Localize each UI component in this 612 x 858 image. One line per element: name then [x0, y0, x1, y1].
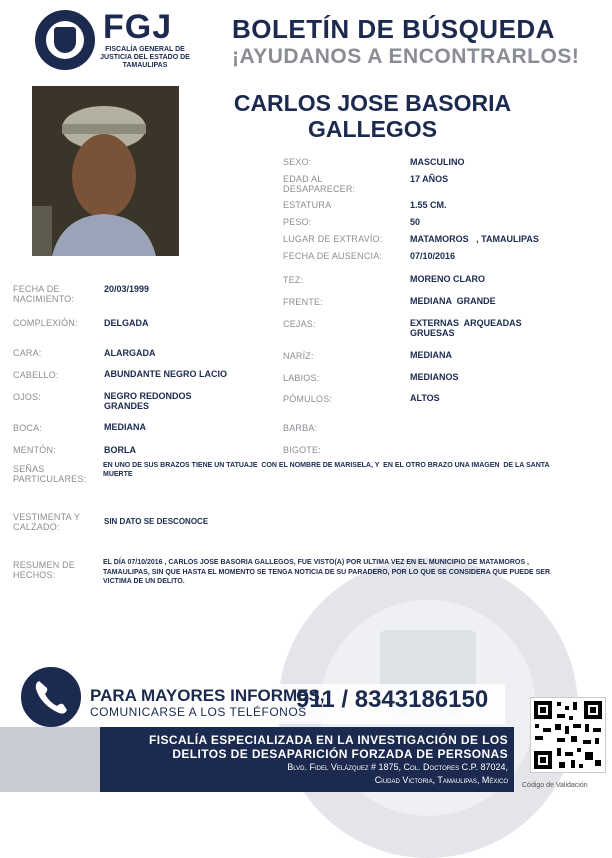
label-edad: EDAD AL DESAPARECER: — [283, 174, 356, 194]
label-fecha-ausencia: FECHA DE AUSENCIA: — [283, 251, 383, 261]
phone-icon — [18, 664, 84, 730]
page-title: BOLETÍN DE BÚSQUEDA — [232, 14, 555, 44]
value-peso: 50 — [410, 217, 421, 227]
value-tez: MORENO CLARO — [410, 274, 485, 284]
logo-shield-icon — [54, 27, 76, 53]
value-menton: BORLA — [104, 445, 136, 455]
label-peso: PESO: — [283, 217, 312, 227]
value-fecha-nacimiento: 20/03/1999 — [104, 284, 150, 294]
value-complexion: DELGADA — [104, 318, 149, 328]
person-silhouette-icon — [32, 86, 179, 256]
label-bigote: BIGOTE: — [283, 445, 321, 455]
footer-address — [108, 761, 508, 787]
value-senas: EN UNO DE SUS BRAZOS TIENE UN TATUAJE CON EL NOMBRE DE MARISELA, Y EN EL OTRO BRAZO UNA IMAGEN DE LA SANTA MUERTE — [103, 462, 552, 478]
label-estatura: ESTATURA — [283, 200, 332, 210]
value-frente: MEDIANA GRANDE — [410, 296, 496, 306]
label-boca: BOCA: — [13, 423, 43, 433]
qr-code-icon[interactable] — [530, 697, 606, 773]
qr-pattern-icon — [531, 698, 605, 772]
contact-phone[interactable]: 911 / 8343186150 — [296, 686, 489, 713]
label-cejas: CEJAS: — [283, 319, 316, 329]
qr-caption: Código de Validación — [522, 782, 588, 789]
label-cabello: CABELLO: — [13, 370, 59, 380]
value-cabello: ABUNDANTE NEGRO LACIO — [104, 369, 227, 379]
contact-subheading: COMUNICARSE A LOS TELÉFONOS — [90, 705, 307, 719]
label-vestimenta: VESTIMENTA Y CALZADO: — [13, 512, 80, 532]
label-ojos: OJOS: — [13, 392, 42, 402]
footer-address-line1: Blvd. Fidel Velázquez # 1875, Col. Doctores C.P. 87024, — [287, 762, 508, 772]
label-sexo: SEXO: — [283, 157, 312, 167]
missing-person-photo — [32, 86, 179, 256]
person-name: CARLOS JOSE BASORIA GALLEGOS — [233, 90, 512, 142]
label-barba: BARBA: — [283, 423, 318, 433]
value-edad: 17 AÑOS — [410, 174, 449, 184]
footer-title-line2: DELITOS DE DESAPARICIÓN FORZADA DE PERSONAS — [172, 747, 508, 761]
value-boca: MEDIANA — [104, 422, 146, 432]
value-sexo: MASCULINO — [410, 157, 465, 167]
value-resumen: EL DÍA 07/10/2016 , CARLOS JOSE BASORIA GALLEGOS, FUE VISTO(A) POR ULTIMA VEZ EN EL MUNICIPIO DE MATAMOROS , TAMAULIPAS, SIN QUE HASTA EL MOMENTO SE TENGA NOTICIA DE SU PARADERO, POR LO QUE SE CONSIDERA QUE PUEDE SER VICTIMA DE UN DELITO. — [103, 559, 551, 585]
label-senas: SEÑAS PARTICULARES: — [13, 464, 87, 484]
phone-glyph-icon — [21, 667, 81, 727]
value-cejas: EXTERNAS ARQUEADAS GRUESAS — [410, 318, 525, 338]
value-ojos: NEGRO REDONDOS GRANDES — [104, 391, 192, 411]
label-nariz: NARÍZ: — [283, 351, 314, 361]
logo-text: FGJ — [103, 8, 173, 46]
label-labios: LABIOS: — [283, 373, 320, 383]
value-labios: MEDIANOS — [410, 372, 459, 382]
label-resumen: RESUMEN DE HECHOS: — [13, 560, 76, 580]
value-pomulos: ALTOS — [410, 393, 440, 403]
footer-title — [108, 733, 508, 761]
agency-name: FISCALÍA GENERAL DE JUSTICIA DEL ESTADO DE TAMAULIPAS — [100, 46, 190, 69]
label-complexion: COMPLEXIÓN: — [13, 318, 78, 328]
label-frente: FRENTE: — [283, 297, 323, 307]
value-cara: ALARGADA — [104, 348, 156, 358]
footer-title-line1: FISCALÍA ESPECIALIZADA EN LA INVESTIGACIÓN DE LOS — [149, 733, 508, 747]
value-nariz: MEDIANA — [410, 350, 452, 360]
label-tez: TEZ: — [283, 275, 304, 285]
label-pomulos: PÓMULOS: — [283, 394, 333, 404]
value-estatura: 1.55 CM. — [410, 200, 447, 210]
label-lugar: LUGAR DE EXTRAVÍO: — [283, 234, 383, 244]
label-cara: CARA: — [13, 348, 42, 358]
value-fecha-ausencia: 07/10/2016 — [410, 251, 456, 261]
value-lugar: MATAMOROS , TAMAULIPAS — [410, 234, 539, 244]
label-fecha-nacimiento: FECHA DE NACIMIENTO: — [13, 284, 75, 304]
footer-address-line2: Ciudad Victoria, Tamaulipas, México — [374, 775, 508, 785]
page-subtitle: ¡AYUDANOS A ENCONTRARLOS! — [232, 45, 580, 68]
footer-left-panel — [0, 727, 100, 792]
value-vestimenta: SIN DATO SE DESCONOCE — [104, 517, 209, 526]
contact-heading: PARA MAYORES INFORMES, — [90, 686, 325, 705]
label-menton: MENTÓN: — [13, 445, 56, 455]
